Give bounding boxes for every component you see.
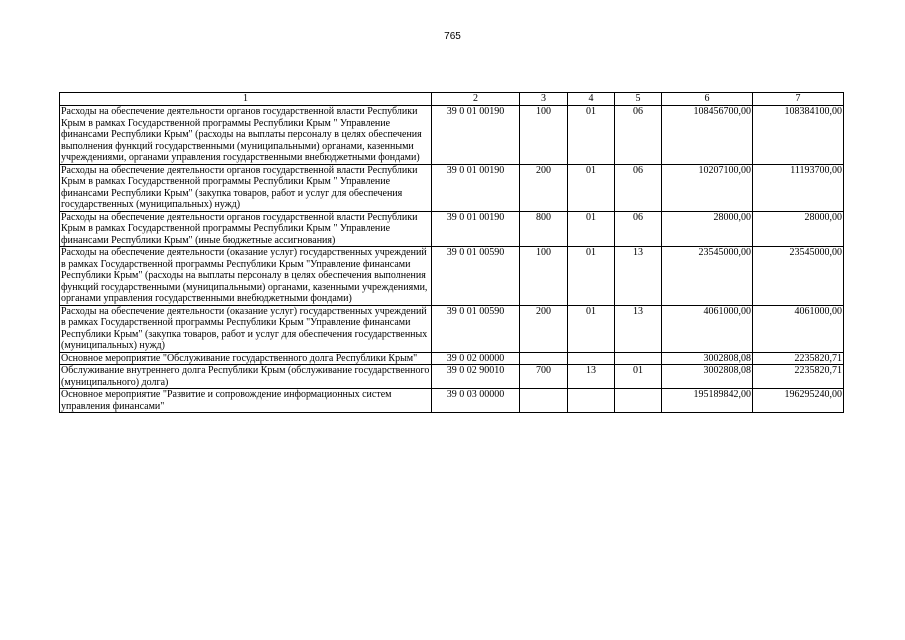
target-article-cell: 39 0 01 00190 [432,106,520,165]
amount-year2-cell: 196295240,00 [753,389,844,413]
subsection-cell: 01 [615,365,662,389]
amount-year2-cell: 4061000,00 [753,305,844,352]
section-cell: 01 [568,164,615,211]
amount-year2-cell: 11193700,00 [753,164,844,211]
header-row [60,93,844,106]
amount-year2-cell: 23545000,00 [753,247,844,306]
target-article-cell: 39 0 01 00190 [432,211,520,247]
subsection-cell: 06 [615,106,662,165]
amount-year1-cell: 3002808,08 [662,352,753,365]
table-row [60,211,844,247]
description-cell: Расходы на обеспечение деятельности (оказание услуг) государственных учреждений в рамках Государственной программы Республики Крым "Управление финансами Республики Крым" (закупка товаров, работ и услуг для обеспечения государственных (муниципальных) нужд) [60,305,432,352]
amount-year1-cell: 28000,00 [662,211,753,247]
header-cell: 4 [568,93,615,106]
section-cell: 01 [568,247,615,306]
table-row [60,352,844,365]
amount-year2-cell: 2235820,71 [753,365,844,389]
amount-year1-cell: 23545000,00 [662,247,753,306]
table-row [60,389,844,413]
header-cell: 5 [615,93,662,106]
expense-type-cell: 100 [520,106,568,165]
description-cell: Обслуживание внутреннего долга Республики Крым (обслуживание государственного (муниципального) долга) [60,365,432,389]
target-article-cell: 39 0 01 00590 [432,247,520,306]
expense-type-cell: 200 [520,164,568,211]
header-cell: 1 [60,93,432,106]
description-cell: Расходы на обеспечение деятельности (оказание услуг) государственных учреждений в рамках Государственной программы Республики Крым "Управление финансами Республики Крым" (расходы на выплаты персоналу в целях обеспечения выполнения функций государственными (муниципальными) органами, казенными учреждениями, органами управления государственными внебюджетными фондами) [60,247,432,306]
description-cell: Расходы на обеспечение деятельности органов государственной власти Республики Крым в рамках Государственной программы Республики Крым " Управление финансами Республики Крым" (иные бюджетные ассигнования) [60,211,432,247]
description-cell: Расходы на обеспечение деятельности органов государственной власти Республики Крым в рамках Государственной программы Республики Крым " Управление финансами Республики Крым" (закупка товаров, работ и услуг для обеспечения государственных (муниципальных) нужд) [60,164,432,211]
table-row [60,106,844,165]
amount-year1-cell: 4061000,00 [662,305,753,352]
subsection-cell: 13 [615,305,662,352]
amount-year1-cell: 10207100,00 [662,164,753,211]
target-article-cell: 39 0 01 00190 [432,164,520,211]
section-cell: 01 [568,305,615,352]
subsection-cell: 06 [615,211,662,247]
amount-year1-cell: 195189842,00 [662,389,753,413]
expense-type-cell: 800 [520,211,568,247]
subsection-cell: 06 [615,164,662,211]
table-row [60,305,844,352]
subsection-cell [615,389,662,413]
header-cell: 7 [753,93,844,106]
table-row [60,247,844,306]
section-cell: 01 [568,211,615,247]
target-article-cell: 39 0 02 00000 [432,352,520,365]
description-cell: Основное мероприятие "Обслуживание государственного долга Республики Крым" [60,352,432,365]
budget-table [59,92,844,413]
expense-type-cell: 100 [520,247,568,306]
page-number: 765 [444,31,461,42]
section-cell: 13 [568,365,615,389]
section-cell [568,389,615,413]
expense-type-cell [520,389,568,413]
table-row [60,164,844,211]
description-cell: Основное мероприятие "Развитие и сопровождение информационных систем управления финансами" [60,389,432,413]
section-cell: 01 [568,106,615,165]
amount-year1-cell: 3002808,08 [662,365,753,389]
expense-type-cell: 200 [520,305,568,352]
amount-year2-cell: 28000,00 [753,211,844,247]
header-cell: 6 [662,93,753,106]
subsection-cell: 13 [615,247,662,306]
header-cell: 3 [520,93,568,106]
description-cell: Расходы на обеспечение деятельности органов государственной власти Республики Крым в рамках Государственной программы Республики Крым " Управление финансами Республики Крым" (расходы на выплаты персоналу в целях обеспечения выполнения функций государственными (муниципальными) органами, казенными учреждениями, органами управления государственными внебюджетными фондами) [60,106,432,165]
amount-year2-cell: 2235820,71 [753,352,844,365]
subsection-cell [615,352,662,365]
table-row [60,365,844,389]
expense-type-cell: 700 [520,365,568,389]
section-cell [568,352,615,365]
amount-year1-cell: 108456700,00 [662,106,753,165]
expense-type-cell [520,352,568,365]
target-article-cell: 39 0 01 00590 [432,305,520,352]
header-cell: 2 [432,93,520,106]
target-article-cell: 39 0 02 90010 [432,365,520,389]
amount-year2-cell: 108384100,00 [753,106,844,165]
target-article-cell: 39 0 03 00000 [432,389,520,413]
